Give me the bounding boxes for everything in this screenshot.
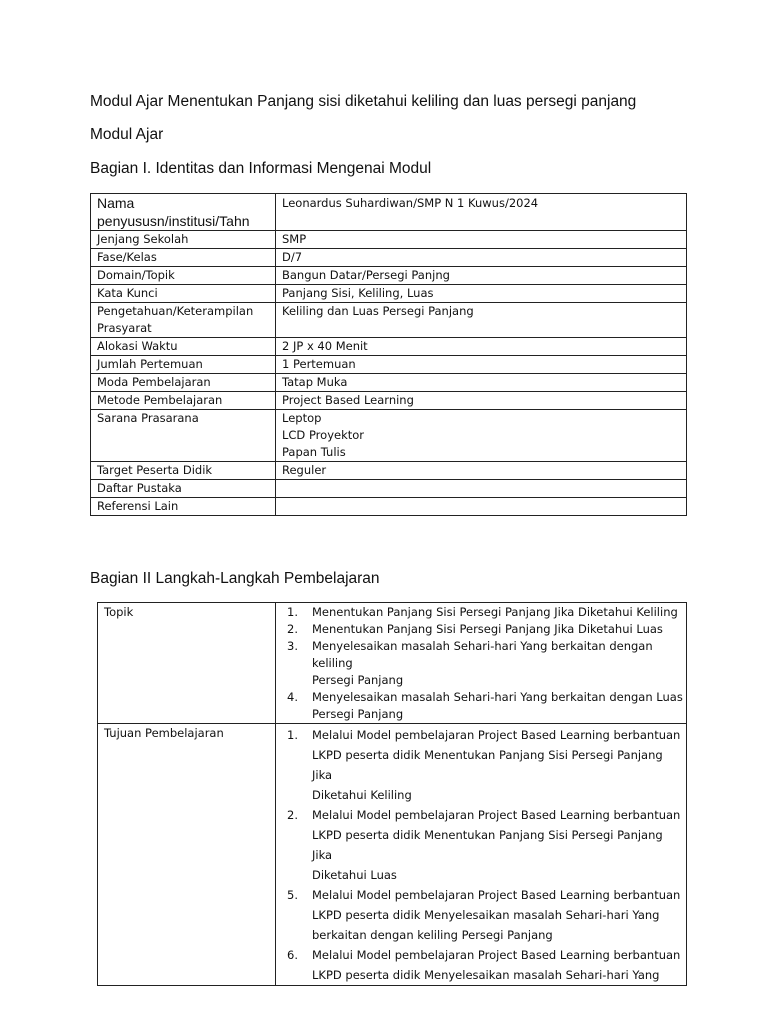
row-value <box>276 303 687 338</box>
list-item-line: berkaitan dengan keliling Persegi Panjang <box>312 928 553 942</box>
list-item-line: Persegi Panjang <box>312 673 404 687</box>
list-number: 2. <box>287 808 298 822</box>
topik-item <box>282 604 686 621</box>
row-value <box>276 194 687 231</box>
row-label-line: penyususn/institusi/Tahn <box>97 213 250 229</box>
topik-item <box>282 621 686 638</box>
table-row <box>91 410 687 462</box>
row-label-line: Pengetahuan/Keterampilan <box>97 304 254 318</box>
row-value-line: Papan Tulis <box>282 445 346 459</box>
list-number: 1. <box>287 728 298 742</box>
table-row <box>91 267 687 285</box>
table-row <box>91 249 687 267</box>
table-row <box>91 356 687 374</box>
row-label: Metode Pembelajaran <box>91 392 276 410</box>
identity-table <box>90 193 687 516</box>
topik-label: Topik <box>98 603 276 724</box>
identity-table-body <box>91 194 687 516</box>
table-row <box>91 303 687 338</box>
row-label: Jumlah Pertemuan <box>91 356 276 374</box>
tujuan-item <box>282 805 686 885</box>
row-label: Kata Kunci <box>91 285 276 303</box>
row-value <box>276 267 687 285</box>
document-subtitle: Modul Ajar <box>90 126 164 143</box>
row-value <box>276 498 687 516</box>
row-value-line: D/7 <box>282 250 303 264</box>
list-item-line: Persegi Panjang <box>312 707 404 721</box>
row-value-line: Panjang Sisi, Keliling, Luas <box>282 286 434 300</box>
tujuan-item <box>282 945 686 985</box>
list-number: 6. <box>287 948 298 962</box>
list-item-line: Menyelesaikan masalah Sehari-hari Yang berkaitan dengan keliling <box>312 639 653 670</box>
table-row <box>91 462 687 480</box>
row-label: Referensi Lain <box>91 498 276 516</box>
tujuan-item <box>282 885 686 945</box>
row-value-line: Reguler <box>282 463 327 477</box>
row-label-line: Prasyarat <box>97 321 152 335</box>
row-value-line: 1 Pertemuan <box>282 357 356 371</box>
list-item-line: Melalui Model pembelajaran Project Based Learning berbantuan <box>312 728 681 742</box>
list-item-line: Melalui Model pembelajaran Project Based Learning berbantuan <box>312 948 681 962</box>
list-item-line: Melalui Model pembelajaran Project Based Learning berbantuan <box>312 808 681 822</box>
row-value-line: Keliling dan Luas Persegi Panjang <box>282 304 474 318</box>
row-value <box>276 374 687 392</box>
row-value <box>276 392 687 410</box>
row-value <box>276 338 687 356</box>
row-value <box>276 410 687 462</box>
tujuan-item <box>282 725 686 805</box>
row-label-line: Nama <box>97 195 135 211</box>
row-label: Sarana Prasarana <box>91 410 276 462</box>
row-value <box>276 480 687 498</box>
list-number: 4. <box>287 690 298 704</box>
list-item-line: Diketahui Luas <box>312 868 397 882</box>
list-item-line: LKPD peserta didik Menentukan Panjang Sisi Persegi Panjang Jika <box>312 828 663 862</box>
table-row <box>91 338 687 356</box>
row-value-line: Leonardus Suhardiwan/SMP N 1 Kuwus/2024 <box>282 196 539 210</box>
list-number: 1. <box>287 605 298 619</box>
row-value <box>276 231 687 249</box>
topik-content <box>276 603 687 724</box>
row-label: Alokasi Waktu <box>91 338 276 356</box>
row-value-line: Project Based Learning <box>282 393 414 407</box>
row-value <box>276 249 687 267</box>
row-value <box>276 356 687 374</box>
list-item-line: Menentukan Panjang Sisi Persegi Panjang Jika Diketahui Keliling <box>312 605 678 619</box>
row-value <box>276 462 687 480</box>
list-number: 5. <box>287 888 298 902</box>
list-item-line: Diketahui Keliling <box>312 788 412 802</box>
list-item-line: Menyelesaikan masalah Sehari-hari Yang berkaitan dengan Luas <box>312 690 683 704</box>
topik-list <box>282 604 686 723</box>
table-row-topik <box>98 603 687 724</box>
table-row <box>91 231 687 249</box>
list-number: 3. <box>287 639 298 653</box>
list-number: 2. <box>287 622 298 636</box>
table-row <box>91 374 687 392</box>
learning-steps-table <box>97 602 687 986</box>
section-2-title: Bagian II Langkah-Langkah Pembelajaran <box>90 570 380 587</box>
list-item-line: LKPD peserta didik Menyelesaikan masalah Sehari-hari Yang <box>312 968 660 982</box>
table-row <box>91 194 687 231</box>
list-item-line: Menentukan Panjang Sisi Persegi Panjang Jika Diketahui Luas <box>312 622 663 636</box>
row-label: Moda Pembelajaran <box>91 374 276 392</box>
row-value-line <box>282 498 686 515</box>
row-label: Domain/Topik <box>91 267 276 285</box>
row-value-line: Bangun Datar/Persegi Panjng <box>282 268 450 282</box>
row-label: Target Peserta Didik <box>91 462 276 480</box>
row-value-line: LCD Proyektor <box>282 428 365 442</box>
tujuan-label: Tujuan Pembelajaran <box>98 724 276 986</box>
row-value-line <box>282 480 686 497</box>
topik-item <box>282 638 686 689</box>
row-label <box>91 303 276 338</box>
row-label: Daftar Pustaka <box>91 480 276 498</box>
row-label: Jenjang Sekolah <box>91 231 276 249</box>
row-label: Fase/Kelas <box>91 249 276 267</box>
row-value-line: 2 JP x 40 Menit <box>282 339 368 353</box>
list-item-line: Melalui Model pembelajaran Project Based Learning berbantuan <box>312 888 681 902</box>
document-title: Modul Ajar Menentukan Panjang sisi diketahui keliling dan luas persegi panjang <box>90 93 637 110</box>
row-value-line: Tatap Muka <box>282 375 348 389</box>
list-item-line: LKPD peserta didik Menyelesaikan masalah Sehari-hari Yang <box>312 908 660 922</box>
tujuan-content <box>276 724 687 986</box>
table-row <box>91 392 687 410</box>
row-value-line: SMP <box>282 232 307 246</box>
list-item-line: LKPD peserta didik Menentukan Panjang Sisi Persegi Panjang Jika <box>312 748 663 782</box>
table-row <box>91 480 687 498</box>
row-label <box>91 194 276 231</box>
tujuan-list <box>282 725 686 985</box>
table-row <box>91 498 687 516</box>
topik-item <box>282 689 686 723</box>
row-value <box>276 285 687 303</box>
table-row <box>91 285 687 303</box>
section-1-title: Bagian I. Identitas dan Informasi Mengenai Modul <box>90 160 432 177</box>
row-value-line: Leptop <box>282 411 322 425</box>
table-row-tujuan <box>98 724 687 986</box>
